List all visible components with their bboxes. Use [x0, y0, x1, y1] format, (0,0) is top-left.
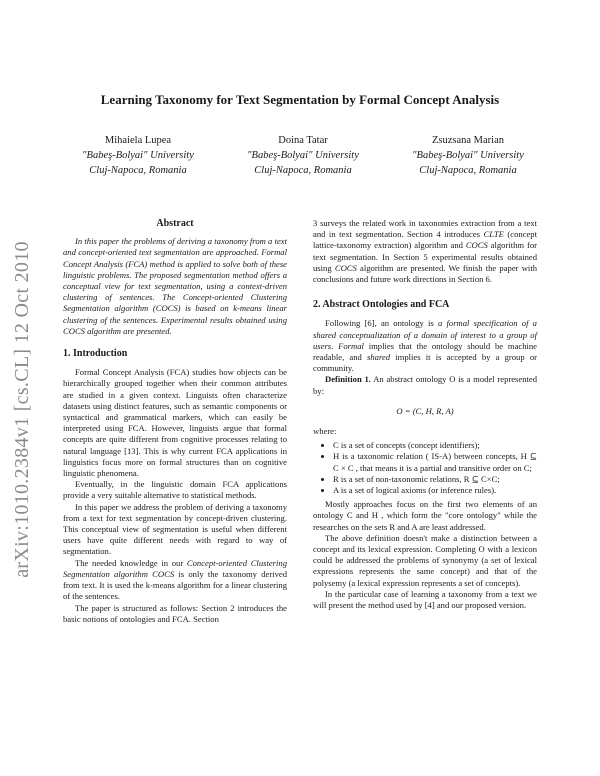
- intro-paragraph: The paper is structured as follows: Section 2 introduces the basic notions of ontologies and FCA. Section: [63, 602, 287, 624]
- intro-paragraph: In this paper we address the problem of deriving a taxonomy from a text for text segmentation by concept-driven clustering. This conceptual view of segmentation is useful when different users have quite different needs with regard to way of segmentation.: [63, 501, 287, 557]
- intro-paragraph: Formal Concept Analysis (FCA) studies how objects can be hierarchically grouped together when their common attributes are studied in a given context. Linguists often characterize datasets using distinct features, such as semantic components or syntactical and grammatical markers, which can easily be interpreted using FCA. However, linguists argue that formal concepts are quite different from cognitive processes relating to natural language [13]. This is why current FCA applications in linguistics focus more on formal structures than on cognitive linguistic phenomena.: [63, 367, 287, 479]
- author-name: Mihaiela Lupea: [104, 135, 172, 146]
- arxiv-identifier: arXiv:1010.2384v1 [cs.CL] 12 Oct 2010: [10, 240, 33, 578]
- author-location: Cluj-Napoca, Romania: [419, 165, 517, 176]
- author-1: [63, 133, 213, 178]
- intro-paragraph: [63, 558, 287, 603]
- equation: O = (C, H, R, A): [396, 405, 454, 416]
- abstract-text: In this paper the problems of deriving a taxonomy from a text and concept-oriented text segmentation are approached. Formal Concept Analysis (FCA) method is applied to solve both of these linguistic problems. The proposed segmentation method offers a conceptual view for text segmentation, using a context-driven clustering of sentences. The Concept-oriented Clustering Segmentation algorithm (COCS) is based on k-means linear clustering of the sentences. Experimental results obtained using COCS algorithm are presented.: [63, 236, 287, 336]
- definition-bullet-list: [313, 440, 537, 496]
- emphasis-text: CLTE: [483, 229, 504, 240]
- author-location: Cluj-Napoca, Romania: [254, 165, 352, 176]
- emphasis-text: COCS: [465, 240, 488, 251]
- text-span: implies that the ontology should be machine readable, and: [313, 340, 537, 363]
- definition-paragraph: [313, 374, 537, 396]
- emphasis-text: COCS: [334, 262, 357, 273]
- author-block: [63, 133, 543, 178]
- emphasis-text: Concept-oriented Clustering Segmentation algorithm COCS: [63, 557, 287, 579]
- emphasis-text: Formal: [338, 340, 364, 351]
- where-label: where:: [313, 426, 337, 437]
- list-item: • C is a set of concepts (concept identifiers);: [333, 440, 537, 451]
- author-name: Zsuzsana Marian: [431, 135, 504, 146]
- list-item: • H is a taxonomic relation ( IS-A) between concepts, H ⊆ C × C , that means it is a partial and transitive order on C;: [333, 451, 537, 473]
- left-column: [63, 218, 287, 625]
- intro-paragraph: Eventually, in the linguistic domain FCA applications provide a very suitable alternative to statistical methods.: [63, 479, 287, 501]
- author-name: Doina Tatar: [278, 135, 328, 146]
- list-item: • A is a set of logical axioms (or inference rules).: [333, 485, 537, 496]
- body-paragraph: Mostly approaches focus on the first two elements of an ontology C and H , which form the "core ontology" while the researches on the sets R and A are least addressed.: [313, 499, 537, 532]
- section-1-heading: 1. Introduction: [63, 348, 128, 360]
- list-item: • R is a set of non-taxonomic relations, R ⊆ C×C;: [333, 474, 537, 485]
- text-span: .: [331, 340, 339, 351]
- author-affiliation: "Babeş-Bolyai" University: [412, 150, 524, 161]
- text-span: Following [6], an ontology is: [325, 318, 438, 329]
- body-paragraph: [313, 218, 537, 285]
- text-span: is only the taxonomy derived from text. It is used the k-means algorithm for a linear clustering of the sentences.: [63, 568, 287, 602]
- author-location: Cluj-Napoca, Romania: [89, 165, 187, 176]
- author-3: [393, 133, 543, 178]
- abstract-body: [63, 236, 287, 337]
- right-column: [313, 218, 537, 611]
- paper-title: Learning Taxonomy for Text Segmentation by Formal Concept Analysis: [100, 92, 500, 107]
- emphasis-text: a formal specification of a shared conceptualization of a domain of interest to a group of users: [313, 318, 537, 351]
- text-span: An abstract ontology O is a model represented by:: [313, 374, 537, 396]
- author-affiliation: "Babeş-Bolyai" University: [82, 150, 194, 161]
- text-span: (concept lattice-taxonomy extraction) algorithm and: [313, 229, 537, 251]
- text-span: algorithm for text segmentation. In Section 5 experimental results obtained using: [313, 240, 537, 273]
- author-affiliation: "Babeş-Bolyai" University: [247, 150, 359, 161]
- abstract-heading: Abstract: [156, 218, 194, 229]
- text-span: 3 surveys the related work in taxonomies extraction from a text and in text segmentation. Section 4 introduces: [313, 218, 537, 240]
- definition-label: Definition 1.: [325, 374, 371, 385]
- body-paragraph: [313, 318, 537, 374]
- body-paragraph: In the particular case of learning a taxonomy from a text we will present the method used by [4] and our proposed version.: [313, 588, 537, 611]
- author-2: [228, 133, 378, 178]
- emphasis-text: shared: [367, 352, 391, 363]
- text-span: algorithm are presented. We finish the paper with conclusions and future work directions in Section 6.: [313, 262, 537, 285]
- body-paragraph: The above definition doesn't make a distinction between a concept and its lexical expression. Completing O with a lexicon could be addressed the problems of synonymy (a set of lexical expressions represents the same concept) and that of the polysemy (a lexical expression represents a set of concepts).: [313, 532, 537, 588]
- section-2-heading: 2. Abstract Ontologies and FCA: [313, 299, 450, 311]
- text-span: implies it is accepted by a group or community.: [313, 352, 537, 374]
- text-span: The needed knowledge in our: [75, 557, 187, 568]
- arxiv-sidebar: [2, 214, 42, 604]
